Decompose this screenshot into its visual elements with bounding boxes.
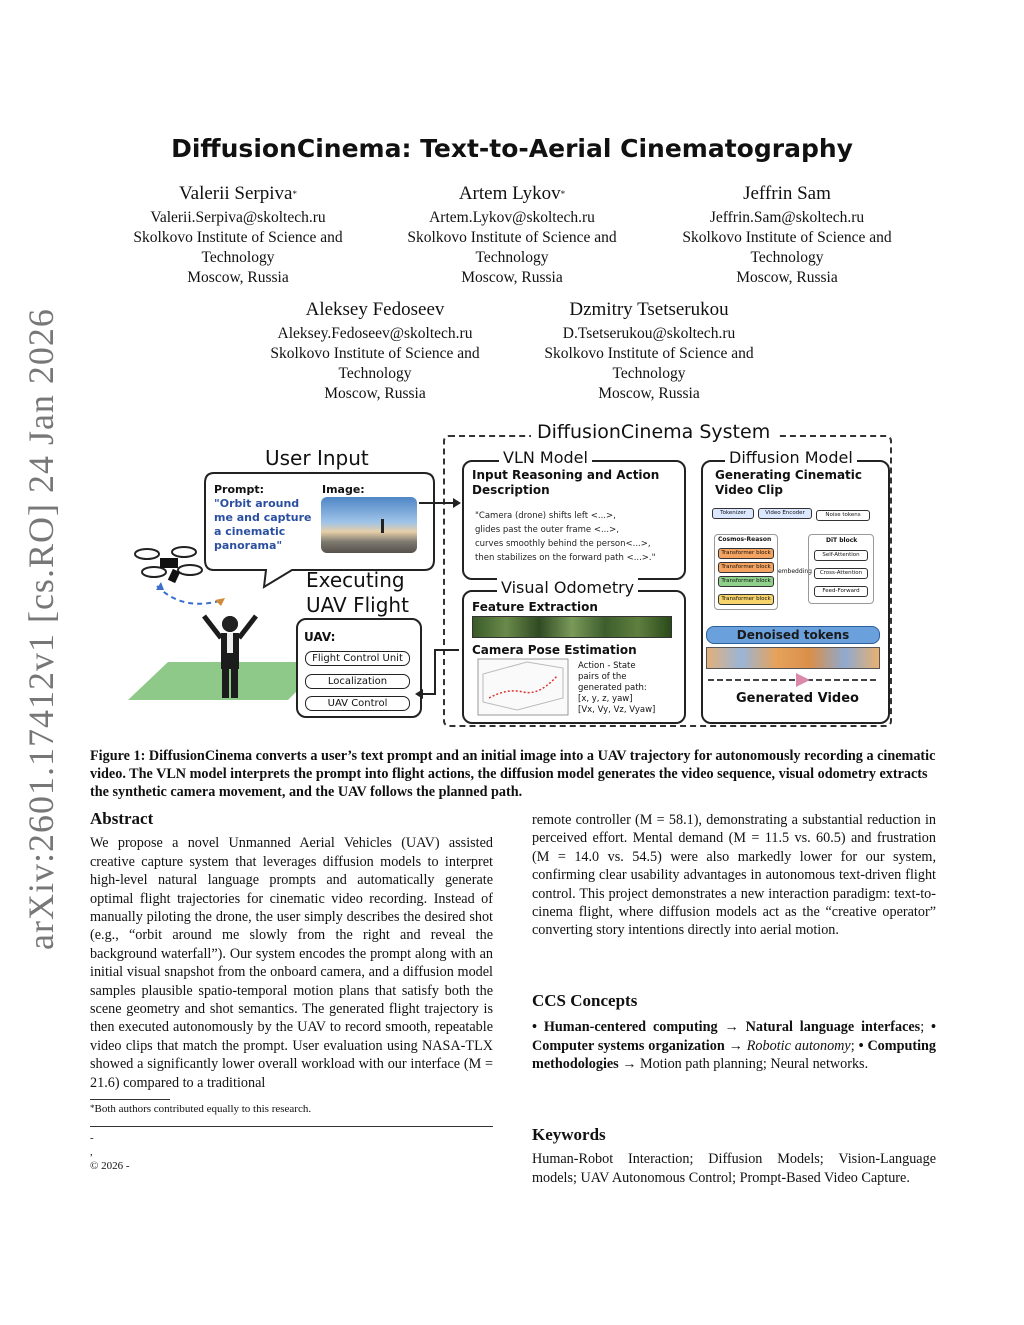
abstract-section — [90, 810, 493, 1092]
abstract-heading: Abstract — [90, 809, 154, 828]
arxiv-identifier: arXiv:2601.17412v1 [cs.RO] 24 Jan 2026 — [21, 308, 61, 950]
author-name: Dzmitry Tsetserukou — [569, 299, 729, 320]
paper-title: DiffusionCinema: Text-to-Aerial Cinematography — [171, 134, 853, 163]
trajectory-plot — [477, 658, 569, 716]
transformer-block: Transformer block — [718, 562, 774, 573]
keywords-section — [532, 1126, 936, 1187]
copyright-block: - , © 2026 - — [90, 1132, 130, 1172]
author-name: Artem Lykov* — [458, 183, 566, 204]
figure-caption: Figure 1: DiffusionCinema converts a user’s text prompt and an initial image into a UAV trajectory for autonomously recording a cinematic video. The VLN model interprets the prompt into flight actions, the diffusion model generates the video sequence, visual odometry extracts the synthetic camera movement, and the UAV follows the planned path. — [90, 748, 936, 800]
feed-forward-block: Feed-Forward — [814, 586, 868, 597]
initial-image — [321, 497, 417, 553]
prompt-label: Prompt: — [214, 483, 265, 496]
author-name: Valerii Serpiva* — [179, 183, 297, 204]
feature-strip-image — [472, 616, 672, 638]
author-email: Artem.Lykov@skoltech.ru — [429, 209, 595, 226]
video-encoder-block: Video Encoder — [758, 508, 812, 519]
author-affiliation-2: Technology — [338, 365, 412, 382]
author-name: Jeffrin Sam — [743, 183, 831, 204]
author-location: Moscow, Russia — [736, 269, 838, 286]
user-person-overlay — [200, 608, 260, 704]
author-affiliation-2: Technology — [612, 365, 686, 382]
cross-attention-block: Cross-Attention — [814, 568, 868, 579]
author-affiliation-2: Technology — [201, 249, 275, 266]
footnote-equal-contribution: *Both authors contributed equally to this research. — [90, 1103, 312, 1115]
tokenizer-block: Tokenizer — [712, 508, 754, 519]
author-email: Jeffrin.Sam@skoltech.ru — [709, 209, 865, 226]
embedding-label: embedding — [778, 568, 812, 575]
author-affiliation-2: Technology — [750, 249, 824, 266]
author-affiliation-2: Technology — [475, 249, 549, 266]
author-location: Moscow, Russia — [598, 385, 700, 402]
vo-title: Visual Odometry — [497, 578, 638, 597]
author-location: Moscow, Russia — [187, 269, 289, 286]
abstract-text: We propose a novel Unmanned Aerial Vehicles (UAV) assisted creative capture system that leverages diffusion models to interpret high-level natural language prompts and automatically generate optimal flight trajectories for cinematic video recording. Instead of manually piloting the drone, the user simply describes the desired shot (e.g., “orbit around me slowly from the right and reveal the background waterfall”). Our system encodes the prompt along with an initial visual snapshot from the onboard camera, and a diffusion model samples plausible spatio-temporal motion plans that satisfy both the scene geometry and shot semantics. The generated flight trajectory is then executed autonomously by the UAV to record smooth, repeatable video clips that match the prompt. User evaluation using NASA-TLX showed a significantly lower overall workload with our interface (M = 21.6) compared to a traditional — [90, 835, 493, 1091]
vln-description: "Camera (drone) shifts left <...>, glides past the outer frame <...>, curves smoothly behind the person<...>, then stabilizes on the forward path <...>." — [475, 511, 656, 563]
author-affiliation: Skolkovo Institute of Science and — [544, 345, 754, 362]
author-affiliation: Skolkovo Institute of Science and — [133, 229, 343, 246]
generated-frames-strip — [706, 647, 880, 669]
ccs-heading: CCS Concepts — [532, 991, 638, 1010]
user-input-title: User Input — [265, 446, 369, 470]
self-attention-block: Self-Attention — [814, 550, 868, 561]
camera-pose-label: Camera Pose Estimation — [472, 643, 637, 657]
diffusion-title: Diffusion Model — [725, 448, 857, 467]
prompt-text: "Orbit around me and capture a cinematic panorama" — [214, 497, 312, 552]
ccs-concepts: • Human-centered computing → Natural language interfaces; • Computer systems organization → Robotic autonomy; • Computing methodologies → Motion path planning; Neural networks. — [532, 1019, 937, 1073]
executing-title: Executing UAV Flight — [306, 568, 409, 617]
author-email: Aleksey.Fedoseev@skoltech.ru — [277, 325, 473, 342]
uav-control: UAV Control — [305, 696, 410, 711]
abstract-continuation: remote controller (M = 58.1), demonstrating a substantial reduction in perceived effort. Mental demand (M = 11.5 vs. 60.5) and frustration (M = 14.0 vs. 54.5) were also markedly lower for our system, confirming clear usability advantages in autonomous text-driven flight control. This project demonstrates a new interaction paradigm: text-to-cinema flight, where diffusion models act as the “creative operator” converting story intentions directly into aerial motion. — [532, 812, 936, 939]
keywords-text: Human-Robot Interaction; Diffusion Models; Vision-Language models; UAV Autonomous Control; Prompt-Based Video Capture. — [532, 1151, 936, 1186]
uav-label: UAV: — [304, 630, 336, 644]
author-location: Moscow, Russia — [324, 385, 426, 402]
transformer-block: Transformer block — [718, 576, 774, 587]
author-affiliation: Skolkovo Institute of Science and — [270, 345, 480, 362]
localization: Localization — [305, 674, 410, 689]
footer-rule — [90, 1126, 493, 1127]
vln-heading: Input Reasoning and Action Description — [472, 468, 660, 497]
author-email: D.Tsetserukou@skoltech.ru — [562, 325, 736, 342]
author-block — [245, 298, 505, 404]
author-affiliation: Skolkovo Institute of Science and — [682, 229, 892, 246]
playback-arrow — [706, 672, 878, 688]
person-silhouette — [381, 519, 384, 533]
generated-video-label: Generated Video — [736, 691, 859, 706]
flight-control-unit: Flight Control Unit — [305, 651, 410, 666]
system-figure — [128, 420, 898, 730]
author-email: Valerii.Serpiva@skoltech.ru — [150, 209, 326, 226]
author-name: Aleksey Fedoseev — [305, 299, 445, 320]
transformer-block: Transformer block — [718, 594, 774, 605]
footnote-rule — [90, 1099, 170, 1100]
author-block — [519, 298, 779, 404]
denoised-tokens-bar: Denoised tokens — [706, 626, 880, 644]
keywords-heading: Keywords — [532, 1125, 606, 1144]
ccs-section — [532, 992, 936, 1074]
author-block — [657, 182, 917, 288]
diffusion-heading: Generating Cinematic Video Clip — [715, 468, 863, 497]
image-label: Image: — [322, 483, 365, 496]
action-state-text: Action - State pairs of the generated path: [x, y, z, yaw] [Vx, Vy, Vz, Vyaw] — [578, 661, 656, 715]
author-block — [108, 182, 368, 288]
system-title: DiffusionCinema System — [531, 421, 776, 443]
transformer-block: Transformer block — [718, 548, 774, 559]
noise-tokens-block: Noise tokens — [816, 510, 870, 521]
cosmos-label: Cosmos-Reason — [718, 536, 772, 543]
author-block — [382, 182, 642, 288]
author-affiliation: Skolkovo Institute of Science and — [407, 229, 617, 246]
flow-arrows — [413, 450, 468, 710]
vln-title: VLN Model — [499, 448, 592, 467]
author-location: Moscow, Russia — [461, 269, 563, 286]
dit-label: DiT block — [826, 537, 858, 544]
feature-extraction-label: Feature Extraction — [472, 600, 598, 614]
